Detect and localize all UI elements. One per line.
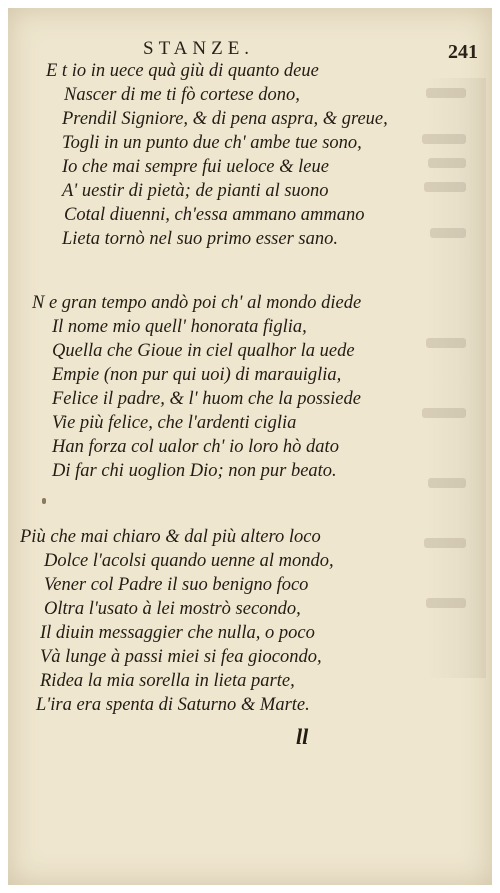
verse-line: N e gran tempo andò poi ch' al mondo diede <box>32 293 362 313</box>
verse-line: E t io in uece quà giù di quanto deue <box>46 61 319 81</box>
verse-line: Più che mai chiaro & dal più altero loco <box>20 527 321 547</box>
verse-line: Felice il padre, & l' huom che la possiede <box>52 389 361 409</box>
verse-line: Io che mai sempre fui ueloce & leue <box>62 157 329 177</box>
verse-line: Di far chi uoglion Dio; non pur beato. <box>52 461 337 481</box>
verse-line: Vie più felice, che l'ardenti ciglia <box>52 413 297 433</box>
page-number: 241 <box>448 41 478 63</box>
verse-line: Prendil Signiore, & di pena aspra, & greue, <box>62 109 388 129</box>
ink-smudge <box>42 498 46 504</box>
verse-line: Vener col Padre il suo benigno foco <box>44 575 309 595</box>
show-through-text <box>426 78 486 678</box>
verse-line: Il nome mio quell' honorata figlia, <box>52 317 307 337</box>
verse-line: Dolce l'acolsi quando uenne al mondo, <box>44 551 334 571</box>
verse-line: A' uestir di pietà; de pianti al suono <box>62 181 329 201</box>
verse-line: Quella che Gioue in ciel qualhor la uede <box>52 341 355 361</box>
catchword: ll <box>296 724 309 749</box>
verse-line: Lieta tornò nel suo primo esser sano. <box>62 229 338 249</box>
verse-line: Il diuin messaggier che nulla, o poco <box>40 623 315 643</box>
verse-line: Han forza col ualor ch' io loro hò dato <box>52 437 339 457</box>
verse-line: Ridea la mia sorella in lieta parte, <box>40 671 295 691</box>
verse-line: Empie (non pur qui uoi) di marauiglia, <box>52 365 342 385</box>
verse-line: Và lunge à passi miei si fea giocondo, <box>40 647 322 667</box>
verse-line: Cotal diuenni, ch'essa ammano ammano <box>64 205 365 225</box>
verse-line: L'ira era spenta di Saturno & Marte. <box>36 695 310 715</box>
book-page <box>8 8 492 885</box>
verse-line: Oltra l'usato à lei mostrò secondo, <box>44 599 301 619</box>
running-head: STANZE. <box>143 38 255 59</box>
verse-line: Togli in un punto due ch' ambe tue sono, <box>62 133 362 153</box>
verse-line: Nascer di me ti fò cortese dono, <box>64 85 300 105</box>
